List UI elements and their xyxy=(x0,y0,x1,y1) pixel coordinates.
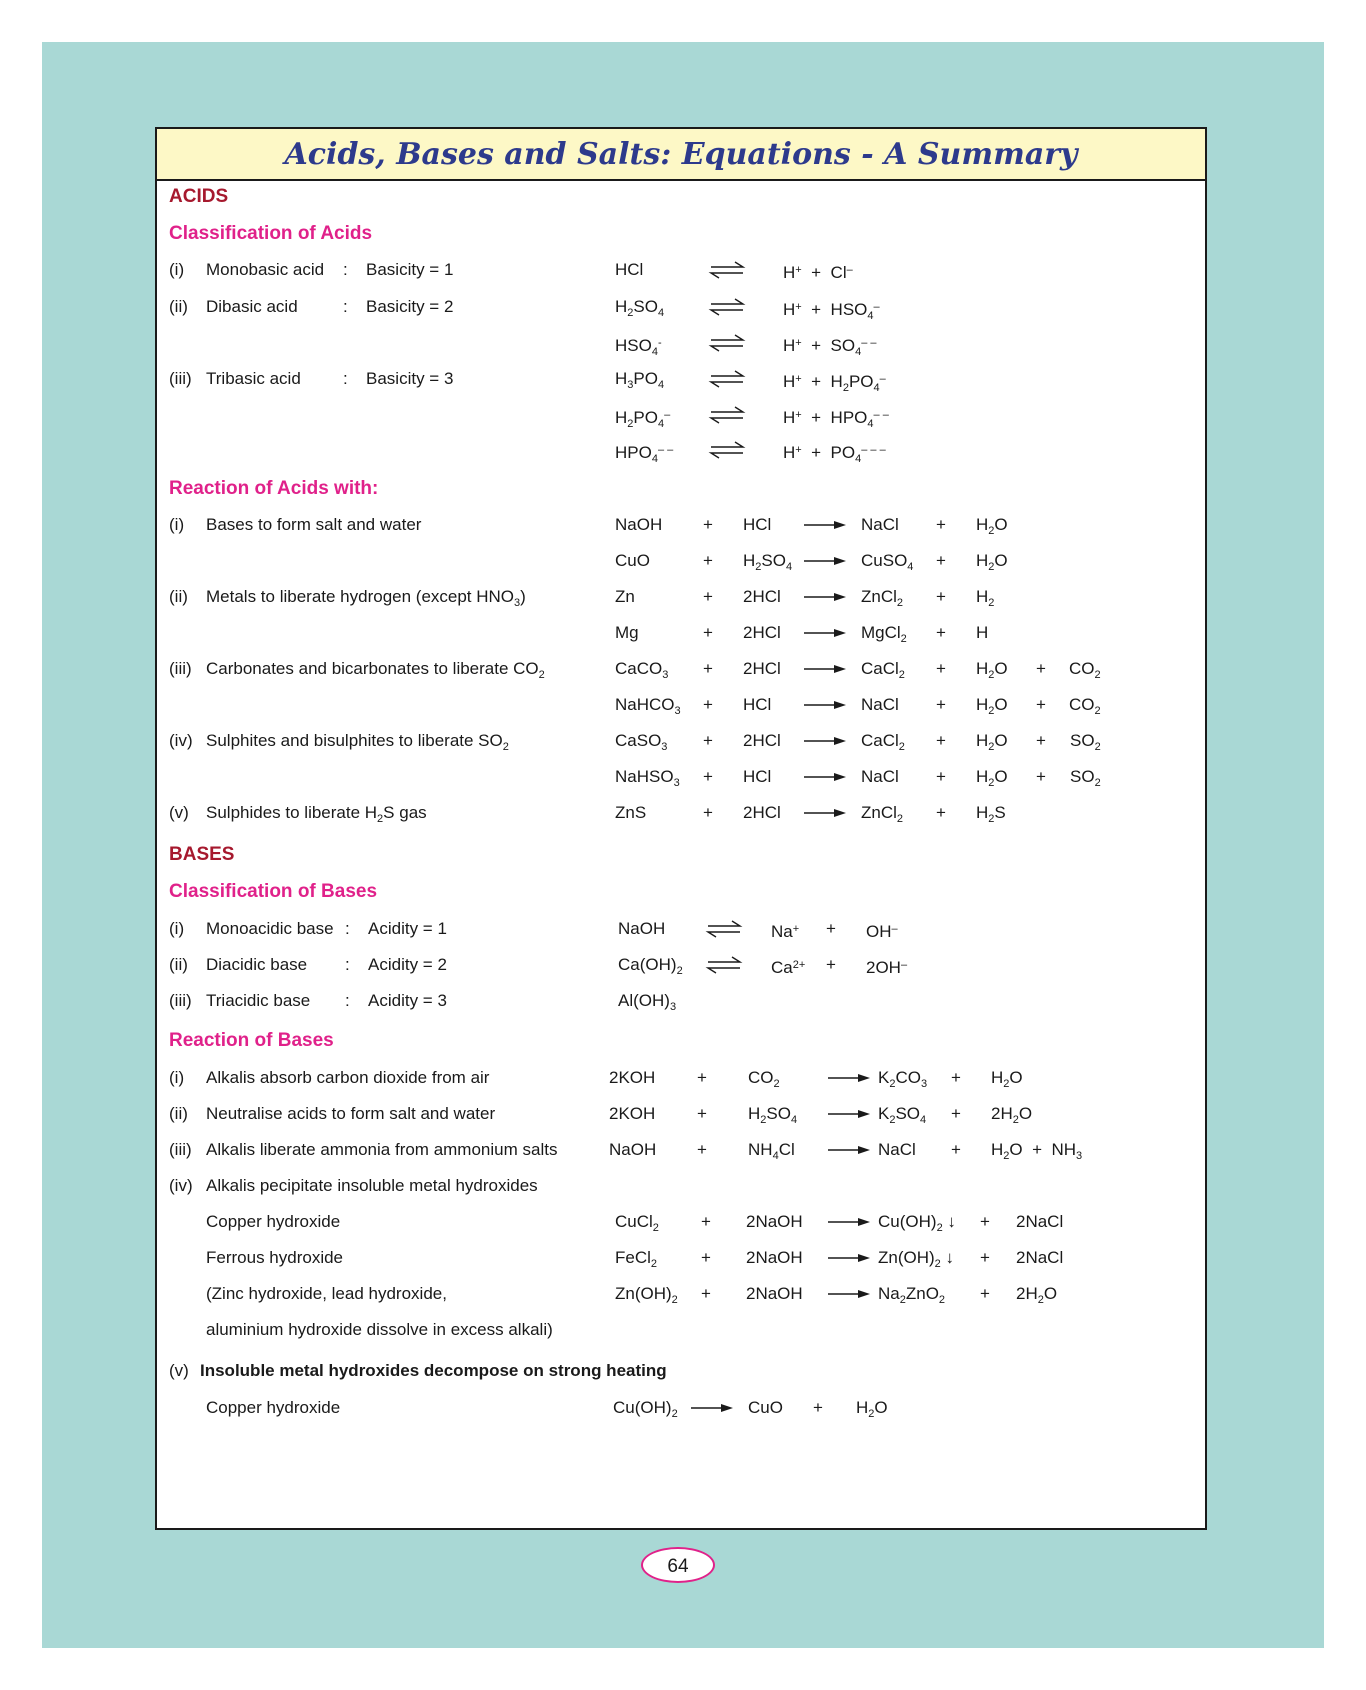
base-class-row xyxy=(157,950,1205,980)
formula: $2H_2O$ xyxy=(1016,1284,1058,1306)
reaction-description: Alkalis absorb carbon dioxide from air xyxy=(206,1068,490,1087)
reaction-arrow-icon xyxy=(826,1243,872,1273)
formula: MgCl$_2$ xyxy=(861,623,907,645)
formula: $Ca^{2+}$ xyxy=(771,958,806,977)
reaction-description: Alkalis liberate ammonia from ammonium salts xyxy=(206,1140,558,1159)
reaction-description: Neutralise acids to form salt and water xyxy=(206,1104,496,1123)
formula: NaCl xyxy=(861,515,899,534)
formula: $H_2SO_4$ xyxy=(743,551,793,573)
formula: NaCl xyxy=(861,695,899,714)
item-number: (ii) xyxy=(169,587,188,606)
reaction-arrow-icon xyxy=(802,762,848,792)
equilibrium-arrow-icon xyxy=(707,292,747,322)
formula: $Zn(OH)_2$ xyxy=(615,1284,678,1306)
hydroxide-note: aluminium hydroxide dissolve in excess alkali) xyxy=(206,1320,553,1339)
reaction-row xyxy=(157,1135,1205,1165)
item-number: (ii) xyxy=(169,1104,188,1123)
plus: + xyxy=(826,955,836,974)
formula: $H_2SO_4$ xyxy=(615,297,665,319)
formula: $2H_2O$ xyxy=(991,1104,1033,1126)
plus: + xyxy=(936,767,946,786)
reaction-arrow-icon xyxy=(826,1207,872,1237)
plus: + xyxy=(936,515,946,534)
formula: CaCl$_2$ xyxy=(861,659,905,681)
formula: HCl xyxy=(743,515,772,534)
formula: Zn xyxy=(615,587,635,606)
formula: NaOH xyxy=(618,919,666,938)
formula: 2HCl xyxy=(743,623,781,642)
plus: + xyxy=(936,623,946,642)
formula: CuO xyxy=(748,1398,783,1417)
plus: + xyxy=(703,767,713,786)
acidity: Acidity = 1 xyxy=(368,919,447,938)
formula: $CO_2$ xyxy=(748,1068,780,1090)
colon: : xyxy=(345,955,350,974)
plus: + xyxy=(936,731,946,750)
plus: + xyxy=(936,551,946,570)
item-number: (i) xyxy=(169,919,185,938)
formula: $HPO_4^{- -}$ xyxy=(615,443,674,465)
colon: : xyxy=(343,369,348,388)
formula: NaCl xyxy=(878,1140,916,1159)
formula: H+ + Cl– xyxy=(783,263,853,282)
formula: $H^+ + HPO_4^{- -}$ xyxy=(783,408,889,430)
formula: 2KOH xyxy=(609,1068,656,1087)
formula: $CO_2$ xyxy=(1069,659,1101,681)
base-class-row xyxy=(157,914,1205,944)
summary-card xyxy=(155,127,1207,1530)
formula: $Al(OH)_3$ xyxy=(618,991,677,1013)
acid-class-row xyxy=(157,364,1205,394)
formula: $K_2SO_4$ xyxy=(878,1104,927,1126)
page-number: 64 xyxy=(641,1547,715,1583)
equation-row xyxy=(157,1393,1205,1423)
item-number: (i) xyxy=(169,1068,185,1087)
formula: FeCl$_2$ xyxy=(615,1248,658,1270)
formula: 2HCl xyxy=(743,659,781,678)
formula: 2OH– xyxy=(866,958,908,977)
formula: $H^+ + HSO_4^-$ xyxy=(783,300,880,322)
bases-heading: BASES xyxy=(169,844,235,865)
formula: ZnCl$_2$ xyxy=(861,803,904,825)
equilibrium-arrow-icon xyxy=(707,435,747,465)
acidity: Acidity = 2 xyxy=(368,955,447,974)
reaction-row xyxy=(157,654,1205,684)
reaction-row xyxy=(157,510,1205,540)
formula: CuSO$_4$ xyxy=(861,551,914,573)
formula: $Ca(OH)_2$ xyxy=(618,955,683,977)
plus: + xyxy=(703,551,713,570)
base-class-name: Triacidic base xyxy=(206,991,311,1010)
plus: + xyxy=(980,1212,990,1231)
reaction-row xyxy=(157,798,1205,828)
hydroxide-name: Copper hydroxide xyxy=(206,1212,341,1231)
reaction-row xyxy=(157,726,1205,756)
reaction-arrow-icon xyxy=(802,546,848,576)
formula: $H_2SO_4$ xyxy=(748,1104,798,1126)
reaction-arrow-icon xyxy=(802,726,848,756)
reaction-arrow-icon xyxy=(689,1393,735,1423)
plus: + xyxy=(703,695,713,714)
equilibrium-arrow-icon xyxy=(707,364,747,394)
plus: + xyxy=(697,1104,707,1123)
acid-class-row xyxy=(157,255,1205,285)
equation-row xyxy=(157,435,1205,465)
formula: HCl xyxy=(743,695,772,714)
reaction-row xyxy=(157,1171,1205,1201)
formula: CuO xyxy=(615,551,650,570)
equation-row xyxy=(157,1279,1205,1309)
formula: CaCl$_2$ xyxy=(861,731,905,753)
equation-row xyxy=(157,328,1205,358)
equation-row xyxy=(157,400,1205,430)
formula: $H_2O + NH_3$ xyxy=(991,1140,1083,1162)
acids-heading: ACIDS xyxy=(169,186,229,207)
formula: ZnCl$_2$ xyxy=(861,587,904,609)
reaction-arrow-icon xyxy=(826,1135,872,1165)
plus: + xyxy=(697,1068,707,1087)
formula: HCl xyxy=(743,767,772,786)
formula: NaOH xyxy=(609,1140,657,1159)
colon: : xyxy=(345,991,350,1010)
basicity: Basicity = 3 xyxy=(366,369,454,388)
formula: $K_2CO_3$ xyxy=(878,1068,928,1090)
formula: $HSO_4^-$ xyxy=(615,336,662,358)
plus: + xyxy=(936,659,946,678)
item-number: (i) xyxy=(169,260,185,279)
formula: $H^+ + PO_4^{- - -}$ xyxy=(783,443,886,465)
plus: + xyxy=(701,1284,711,1303)
plus: + xyxy=(701,1212,711,1231)
title-bar xyxy=(157,129,1205,181)
plus: + xyxy=(980,1284,990,1303)
item-number: (iv) xyxy=(169,731,193,750)
formula: 2HCl xyxy=(743,731,781,750)
acid-class-name: Tribasic acid xyxy=(206,369,301,388)
reaction-description: Bases to form salt and water xyxy=(206,515,422,534)
formula: $H^+ + H_2PO_4^-$ xyxy=(783,372,886,394)
item-number: (iv) xyxy=(169,1176,193,1195)
formula: $H_3PO_4$ xyxy=(615,369,665,391)
equation-row xyxy=(157,690,1205,720)
formula: Na+ xyxy=(771,922,800,941)
acid-class-name: Dibasic acid xyxy=(206,297,298,316)
reaction-arrow-icon xyxy=(802,510,848,540)
reaction-description: Carbonates and bicarbonates to liberate $CO_2$ xyxy=(206,659,545,681)
reaction-arrow-icon xyxy=(826,1099,872,1129)
plus: + xyxy=(703,515,713,534)
reaction-arrow-icon xyxy=(802,798,848,828)
formula: OH– xyxy=(866,922,898,941)
formula: $H_2PO_4^-$ xyxy=(615,408,671,430)
plus: + xyxy=(1036,731,1046,750)
formula: $H_2O$ xyxy=(976,695,1008,717)
classification-bases-heading: Classification of Bases xyxy=(169,881,378,902)
formula: 2HCl xyxy=(743,803,781,822)
plus: + xyxy=(703,731,713,750)
formula: 2KOH xyxy=(609,1104,656,1123)
reaction-arrow-icon xyxy=(826,1063,872,1093)
formula: CaSO$_3$ xyxy=(615,731,668,753)
formula: $H_2O$ xyxy=(976,659,1008,681)
formula: $Cu(OH)_2$ xyxy=(613,1398,678,1420)
formula: $SO_2$ xyxy=(1070,731,1101,753)
formula: 2NaCl xyxy=(1016,1248,1064,1267)
plus: + xyxy=(1036,695,1046,714)
formula: 2HCl xyxy=(743,587,781,606)
formula: CaCO$_3$ xyxy=(615,659,669,681)
formula: $H_2O$ xyxy=(976,731,1008,753)
reaction-acids-heading: Reaction of Acids with: xyxy=(169,478,379,499)
note-row xyxy=(157,1315,1205,1345)
reaction-arrow-icon xyxy=(802,690,848,720)
colon: : xyxy=(343,297,348,316)
plus: + xyxy=(826,919,836,938)
formula: $H_2O$ xyxy=(856,1398,888,1420)
equilibrium-arrow-icon xyxy=(707,400,747,430)
formula: $NH_4Cl$ xyxy=(748,1140,795,1162)
reaction-description: Metals to liberate hydrogen (except $HNO_3$) xyxy=(206,587,526,609)
plus: + xyxy=(936,695,946,714)
equilibrium-arrow-icon xyxy=(707,328,747,358)
plus: + xyxy=(1036,659,1046,678)
acidity: Acidity = 3 xyxy=(368,991,447,1010)
reaction-description: Insoluble metal hydroxides decompose on strong heating xyxy=(200,1361,667,1380)
reaction-description: Alkalis pecipitate insoluble metal hydroxides xyxy=(206,1176,538,1195)
reaction-description: Sulphides to liberate $H_2S$ gas xyxy=(206,803,427,825)
formula: $H^+ + SO_4^{- -}$ xyxy=(783,336,877,358)
colon: : xyxy=(345,919,350,938)
formula: HCl xyxy=(615,260,644,279)
plus: + xyxy=(813,1398,823,1417)
colon: : xyxy=(343,260,348,279)
plus: + xyxy=(951,1068,961,1087)
basicity: Basicity = 1 xyxy=(366,260,454,279)
item-number: (iii) xyxy=(169,659,192,678)
formula: NaHCO$_3$ xyxy=(615,695,681,717)
formula: $Cu(OH)_2$ ↓ xyxy=(878,1212,956,1234)
acid-class-row xyxy=(157,292,1205,322)
equation-row xyxy=(157,1207,1205,1237)
formula: 2NaOH xyxy=(746,1248,803,1267)
base-class-row xyxy=(157,986,1205,1016)
equation-row xyxy=(157,618,1205,648)
reaction-description: Sulphites and bisulphites to liberate $SO_2$ xyxy=(206,731,509,753)
plus: + xyxy=(936,587,946,606)
formula: 2NaCl xyxy=(1016,1212,1064,1231)
hydroxide-name: Ferrous hydroxide xyxy=(206,1248,344,1267)
item-number: (i) xyxy=(169,515,185,534)
equilibrium-arrow-icon xyxy=(707,255,747,285)
formula: CuCl$_2$ xyxy=(615,1212,659,1234)
plus: + xyxy=(703,623,713,642)
acid-class-name: Monobasic acid xyxy=(206,260,325,279)
plus: + xyxy=(951,1104,961,1123)
hydroxide-note: (Zinc hydroxide, lead hydroxide, xyxy=(206,1284,447,1303)
reaction-row xyxy=(157,1356,1205,1386)
reaction-row xyxy=(157,582,1205,612)
equation-row xyxy=(157,546,1205,576)
reaction-bases-heading: Reaction of Bases xyxy=(169,1030,334,1051)
formula: $CO_2$ xyxy=(1069,695,1101,717)
base-class-name: Monoacidic base xyxy=(206,919,334,938)
item-number: (ii) xyxy=(169,955,188,974)
plus: + xyxy=(703,803,713,822)
plus: + xyxy=(701,1248,711,1267)
reaction-arrow-icon xyxy=(802,654,848,684)
formula: NaCl xyxy=(861,767,899,786)
formula: 2NaOH xyxy=(746,1212,803,1231)
plus: + xyxy=(697,1140,707,1159)
item-number: (iii) xyxy=(169,991,192,1010)
formula: NaOH xyxy=(615,515,663,534)
formula: $H_2O$ xyxy=(991,1068,1023,1090)
hydroxide-name: Copper hydroxide xyxy=(206,1398,341,1417)
formula: $Na_2ZnO_2$ xyxy=(878,1284,946,1306)
plus: + xyxy=(703,659,713,678)
page-title: Acids, Bases and Salts: Equations - A Summary xyxy=(284,136,1078,172)
reaction-arrow-icon xyxy=(802,618,848,648)
reaction-arrow-icon xyxy=(802,582,848,612)
equilibrium-arrow-icon xyxy=(704,914,744,944)
item-number: (v) xyxy=(169,1361,189,1380)
basicity: Basicity = 2 xyxy=(366,297,454,316)
equilibrium-arrow-icon xyxy=(704,950,744,980)
plus: + xyxy=(951,1140,961,1159)
formula: Mg xyxy=(615,623,639,642)
formula: NaHSO$_3$ xyxy=(615,767,680,789)
formula: $H_2O$ xyxy=(976,551,1008,573)
formula: H xyxy=(976,623,989,642)
plus: + xyxy=(1036,767,1046,786)
equation-row xyxy=(157,762,1205,792)
reaction-row xyxy=(157,1063,1205,1093)
plus: + xyxy=(980,1248,990,1267)
item-number: (iii) xyxy=(169,369,192,388)
formula: $SO_2$ xyxy=(1070,767,1101,789)
formula: ZnS xyxy=(615,803,647,822)
plus: + xyxy=(936,803,946,822)
item-number: (iii) xyxy=(169,1140,192,1159)
formula: 2NaOH xyxy=(746,1284,803,1303)
base-class-name: Diacidic base xyxy=(206,955,308,974)
item-number: (ii) xyxy=(169,297,188,316)
item-number: (v) xyxy=(169,803,189,822)
formula: $H_2O$ xyxy=(976,767,1008,789)
formula: $H_2$ xyxy=(976,587,995,609)
plus: + xyxy=(703,587,713,606)
reaction-row xyxy=(157,1099,1205,1129)
reaction-arrow-icon xyxy=(826,1279,872,1309)
formula: $H_2O$ xyxy=(976,515,1008,537)
formula: $H_2S$ xyxy=(976,803,1006,825)
formula: $Zn(OH)_2$ ↓ xyxy=(878,1248,955,1270)
equation-row xyxy=(157,1243,1205,1273)
classification-acids-heading: Classification of Acids xyxy=(169,223,373,244)
